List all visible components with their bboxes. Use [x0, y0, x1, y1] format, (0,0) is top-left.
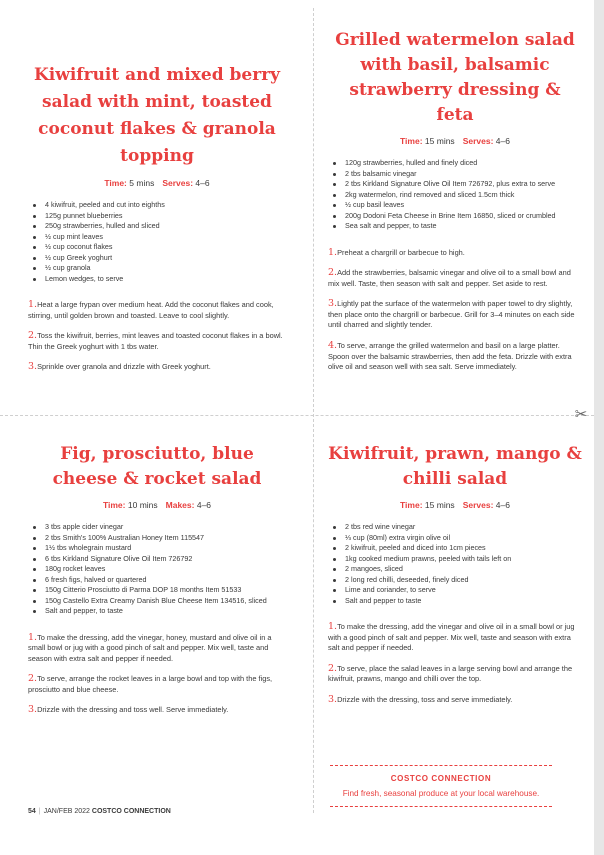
- method-step: [328, 248, 582, 259]
- dashed-divider-bottom: [330, 806, 552, 807]
- ingredient-item: Lime and coriander, to serve: [330, 585, 582, 596]
- time-value: 15 mins: [424, 136, 455, 146]
- ingredient-item: 150g Castello Extra Creamy Danish Blue Cheese Item 134516, sliced: [30, 596, 286, 607]
- step-number: 2.: [328, 662, 338, 674]
- step-number: 1.: [28, 631, 38, 643]
- ingredient-item: 2 tbs red wine vinegar: [330, 522, 582, 533]
- ingredient-item: 180g rocket leaves: [30, 564, 286, 575]
- time-label: Time:: [102, 500, 126, 510]
- issue-date: JAN/FEB 2022: [43, 808, 90, 815]
- horizontal-cut-line: [0, 415, 594, 416]
- page-number: 54: [28, 808, 36, 815]
- time-value: 10 mins: [127, 500, 158, 510]
- ingredient-list: [328, 158, 582, 232]
- time-value: 15 mins: [424, 500, 455, 510]
- step-number: 4.: [328, 340, 338, 352]
- ingredient-list: [28, 200, 286, 284]
- serves-label: Makes:: [165, 500, 195, 510]
- step-text: Add the strawberries, balsamic vinegar and olive oil to a small bowl and mix well. Taste, then season with salt and pepper. Set aside to rest.: [328, 268, 571, 288]
- time-label: Time:: [400, 136, 423, 146]
- ingredient-item: 4 kiwifruit, peeled and cut into eighths: [30, 200, 286, 211]
- costco-connection-text: Find fresh, seasonal produce at your local warehouse.: [342, 789, 540, 798]
- ingredient-item: 150g Citterio Prosciutto di Parma DOP 18 months Item 51533: [30, 585, 286, 596]
- ingredient-item: 2 long red chilli, deseeded, finely diced: [330, 575, 582, 586]
- method-step: [328, 268, 582, 289]
- recipe-meta: [328, 500, 582, 510]
- step-text: Toss the kiwifruit, berries, mint leaves and toasted coconut flakes in a bowl. Thin the Greek yoghurt with 1 tbs water.: [28, 331, 283, 351]
- scissors-icon: ✂: [574, 406, 588, 423]
- step-text: To serve, place the salad leaves in a large serving bowl and arrange the kiwifruit, prawns, mango and chilli over the top.: [328, 663, 573, 684]
- ingredient-item: 6 fresh figs, halved or quartered: [30, 575, 286, 586]
- ingredient-item: ½ cup coconut flakes: [30, 242, 286, 253]
- method-step: [28, 674, 286, 695]
- ingredient-item: Lemon wedges, to serve: [30, 274, 286, 285]
- method-step: [328, 341, 582, 373]
- ingredient-item: 250g strawberries, hulled and sliced: [30, 221, 286, 232]
- serves-label: Serves:: [162, 178, 194, 188]
- vertical-cut-line: [313, 8, 314, 813]
- serves-value: 4–6: [196, 500, 212, 510]
- ingredient-item: 2 tbs Kirkland Signature Olive Oil Item 726792, plus extra to serve: [330, 179, 582, 190]
- recipe-card-kiwifruit-berry: [28, 62, 286, 383]
- step-number: 3.: [28, 361, 38, 373]
- method-step: [328, 299, 582, 331]
- method-steps: [28, 633, 286, 717]
- ingredient-item: ½ cup Greek yoghurt: [30, 253, 286, 264]
- ingredient-item: 1½ tbs wholegrain mustard: [30, 543, 286, 554]
- method-steps: [328, 248, 582, 373]
- step-text: To serve, arrange the rocket leaves in a large bowl and top with the figs, prosciutto and blue cheese.: [28, 674, 273, 694]
- ingredient-list: [28, 522, 286, 617]
- serves-value: 4–6: [495, 136, 510, 146]
- recipe-meta: [28, 178, 286, 188]
- ingredient-item: 120g strawberries, hulled and finely diced: [330, 158, 582, 169]
- recipe-card-grilled-watermelon: [328, 28, 582, 383]
- step-text: To make the dressing, add the vinegar and olive oil in a small bowl or jug with a good pinch of salt and pepper. Mix well, taste and season with extra salt and pepper if needed.: [328, 622, 575, 653]
- recipe-title: Grilled watermelon salad with basil, balsamic strawberry dressing & feta: [335, 30, 575, 125]
- time-label: Time:: [400, 500, 423, 510]
- ingredient-item: 2 mangoes, sliced: [330, 564, 582, 575]
- ingredient-item: ½ cup granola: [30, 263, 286, 274]
- ingredient-item: 2kg watermelon, rind removed and sliced 1.5cm thick: [330, 190, 582, 201]
- ingredient-item: ½ cup mint leaves: [30, 232, 286, 243]
- step-text: To make the dressing, add the vinegar, honey, mustard and olive oil in a small bowl or jug with a good pinch of salt and pepper. Mix well, taste and season with extra salt and pepper if needed.: [28, 632, 272, 663]
- recipe-title: Fig, prosciutto, blue cheese & rocket salad: [52, 444, 262, 489]
- recipe-meta: [328, 136, 582, 146]
- dashed-divider-top: [330, 765, 552, 766]
- step-number: 3.: [28, 704, 38, 716]
- method-step: [28, 705, 286, 716]
- recipe-card-fig-prosciutto: [28, 442, 286, 726]
- ingredient-item: 1kg cooked medium prawns, peeled with tails left on: [330, 554, 582, 565]
- ingredient-item: 2 tbs Smith's 100% Australian Honey Item 115547: [30, 533, 286, 544]
- step-text: Drizzle with the dressing and toss well. Serve immediately.: [37, 705, 229, 715]
- footer-separator: |: [38, 808, 41, 815]
- method-step: [28, 300, 286, 321]
- step-number: 3.: [328, 693, 338, 705]
- ingredient-item: 3 tbs apple cider vinegar: [30, 522, 286, 533]
- step-number: 1.: [28, 299, 38, 310]
- ingredient-item: 6 tbs Kirkland Signature Olive Oil Item 726792: [30, 554, 286, 565]
- ingredient-item: ½ cup basil leaves: [330, 200, 582, 211]
- ingredient-item: Sea salt and pepper, to taste: [330, 221, 582, 232]
- step-text: Lightly pat the surface of the watermelon with paper towel to dry slightly, then place onto the chargrill or barbecue. Grill for 3–4 minutes on each side until charred and slightly tender.: [328, 299, 575, 330]
- method-step: [28, 362, 286, 373]
- step-number: 1.: [328, 621, 338, 632]
- step-number: 2.: [28, 673, 38, 685]
- method-steps: [328, 622, 582, 706]
- serves-value: 4–6: [495, 500, 510, 510]
- ingredient-item: 2 kiwifruit, peeled and diced into 1cm pieces: [330, 543, 582, 554]
- method-step: [28, 331, 286, 352]
- serves-value: 4–6: [195, 178, 210, 188]
- ingredient-list: [328, 522, 582, 606]
- ingredient-item: 125g punnet blueberries: [30, 211, 286, 222]
- step-text: Drizzle with the dressing, toss and serve immediately.: [337, 694, 513, 704]
- time-value: 5 mins: [129, 178, 155, 188]
- recipe-title: Kiwifruit, prawn, mango & chilli salad: [328, 444, 582, 489]
- method-step: [28, 633, 286, 665]
- step-number: 1.: [328, 246, 338, 258]
- step-number: 3.: [328, 298, 338, 310]
- serves-label: Serves:: [462, 136, 494, 146]
- method-step: [328, 664, 582, 685]
- ingredient-item: ⅓ cup (80ml) extra virgin olive oil: [330, 533, 582, 544]
- page-footer: [28, 808, 171, 815]
- step-text: Heat a large frypan over medium heat. Add the coconut flakes and cook, stirring, until golden brown and toasted. Leave to cool slightly.: [28, 300, 274, 320]
- method-step: [328, 695, 582, 706]
- footer-brand: COSTCO CONNECTION: [91, 808, 171, 815]
- step-number: 2.: [328, 267, 338, 279]
- method-step: [328, 622, 582, 654]
- ingredient-item: 200g Dodoni Feta Cheese in Brine Item 16850, sliced or crumbled: [330, 211, 582, 222]
- serves-label: Serves:: [462, 500, 494, 510]
- recipe-card-kiwifruit-prawn: [328, 442, 582, 716]
- step-number: 2.: [28, 330, 38, 342]
- step-text: Preheat a chargrill or barbecue to high.: [337, 247, 465, 257]
- costco-connection-title: COSTCO CONNECTION: [390, 774, 492, 783]
- ingredient-item: 2 tbs balsamic vinegar: [330, 169, 582, 180]
- ingredient-item: Salt and pepper, to taste: [30, 606, 286, 617]
- recipe-meta: [28, 500, 286, 510]
- recipe-title: Kiwifruit and mixed berry salad with mint, toasted coconut flakes & granola topping: [33, 65, 281, 166]
- time-label: Time:: [104, 178, 127, 188]
- method-steps: [28, 300, 286, 373]
- ingredient-item: Salt and pepper to taste: [330, 596, 582, 607]
- costco-connection-box: [330, 765, 552, 807]
- page-edge: [594, 0, 604, 855]
- step-text: Sprinkle over granola and drizzle with Greek yoghurt.: [37, 362, 211, 372]
- step-text: To serve, arrange the grilled watermelon and basil on a large platter. Spoon over the balsamic strawberries, then add the feta. Drizzle with extra olive oil and season well with sea salt. Serve immediately.: [328, 341, 572, 372]
